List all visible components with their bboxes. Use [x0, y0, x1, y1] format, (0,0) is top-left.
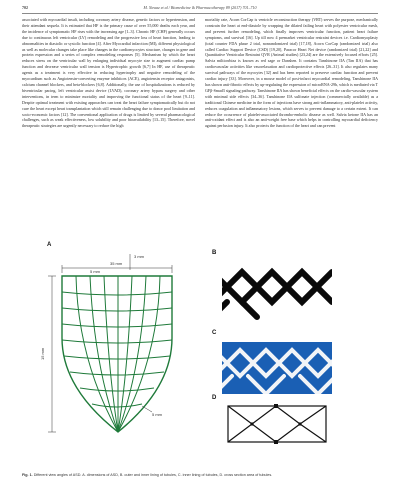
dim-bottom: 5 mm — [152, 412, 162, 417]
body-text-right-column: mortality rate, Acorn CorCap is ventricle reconstruction therapy (VRT) serves the purpose, mechanically constrain the heart at end-diastole by wrapping the dilated failing heart with polyester ventricular mesh, and prevent further remodeling, which finally improves ventricular function, patient heart failure symptoms, and survival [16]. Up till now 4 premarket ventricular restraint devices i.e. Cardiomyoplasty (total counter FDA phase 2 trial, nonrandomized trial) [17,18], Acorn CorCap (randomized trial) also called Cardiac Support Device (CSD) [19,20], Paracor Heart Net device (randomized trial) [21,22] and Quantitative Ventricular Restraint QVR (Animal studies) [23,24] are the extensively focused efforts [25]. Salvia miltiorrhiza is known as red sage or Danshen. It contains Tanshinone IIA (Tan IIA) that has cardiovascular activities like vasorelaxation and cardioprotective effects [26–31]. It also regulates many survival pathways of the myocytes [32] and has been reported to preserve cardiac function and prevent cardiac injury [33]. Moreover, in a mouse model of post-infarct myocardial remodeling, Tanshinone IIA has shown anti-fibrotic effects by up-regulating the expression of microRNA-29b, which is mediated via T GFβ-Smad3 signaling pathway. Tanshinone IIA has shown beneficial effects on the cardio-vascular system with minimal side effects [34–36]. Tanshinone IIA sulfonate injection (commercially available) as a traditional Chinese medicine in the form of injections have strong anti-inflammatory, anti-platelet activity, reduces coagulation and inflammatory lesions, which serves to prevent damage to a certain extent. It can reduce the occurrence of platelet-associated thrombo-embolic disease as well. Salvia ketone IIA has an anti-oxidant effect and is also an anti-weight free base which helps in controlling myocardial deficiency against perfusion injury. It also protects the function of the heart and can prevent — [205, 17, 378, 129]
dim-side-height: 15 mm — [40, 347, 45, 360]
body-text-left-column: associated with myocardial insult, including coronary artery disease, genetic factors or hypertension, and their attendant sequela. It is estimated that HF is the primary cause of over 55,000 deaths each year, and the incidence of symptomatic HF rises with the increasing age [1–3]. Chronic HF (CHF) generally occurs due to continuous left ventricular (LV) remodeling and the progressive loss of heart function, leading to abnormalities in diastolic or systolic function [4]. After Myocardial infarction (MI), different physiological as well as molecular changes take place like changes in the cardiomyocytes structure, changes in gene and protein expression and a series of complex remodeling responses [5]. Mechanism by which the heart reduces stress on the ventricular wall by enlarging individual myocyte size to augment cardiac pump function and decrease ventricular wall tension is Hypertrophic growth [6,7] In HF, use of therapeutic agents as a treatment is very effective in reducing hypertrophy and negative remodeling of the myocardium such as Angiotensin-converting enzyme inhibitors (ACE), angiotensin receptor antagonists, calcium channel blockers, and beta-blockers [6,8]. Additionally, the use of hospitalizations is reduced by biventricular pacing, left ventricular assist device (LVAD), coronary artery bypass surgery and other interventions, in term to minimize mortality and improving the functional status of the heart [9–11]. Despite optimal treatment with existing approaches can treat the heart failure symptomatically but do not cure the heart except heart transplantation which still remain challenging due to donor pool limitation and socio-economic factors [12]. The conventional application of drugs is limited by several pharmacological challenges, such as weak effectiveness, low solubility and poor bioavailability [13–15]. Therefore, novel therapeutic strategies are urgently necessary to reduce the high — [22, 17, 195, 129]
header-rule — [22, 13, 378, 14]
journal-reference: M. Nawaz et al / Biomedicine & Pharmacotherapy 89 (2017) 701–710 — [143, 5, 257, 10]
page-number: 702 — [22, 5, 28, 10]
panel-label-d: D — [212, 395, 217, 401]
caption-label: Fig. 1. — [22, 473, 33, 477]
dim-inner-spacing: 5 mm — [90, 269, 100, 274]
mesh-grid — [62, 276, 172, 432]
page-header — [22, 3, 378, 13]
dim-tip-gap: 3 mm — [134, 254, 144, 259]
panel-a-mesh-diagram — [22, 240, 202, 445]
panel-d-cross-section — [222, 400, 332, 448]
figure-caption — [22, 473, 378, 477]
caption-text: Different view angles of ASD. A. dimensions of ASD, B. outer and inner lining of tubules, C. inner lining of tubules, D. cross section area of tubules. — [33, 473, 273, 477]
panel-label-a: A — [47, 242, 52, 248]
mesh-outline — [62, 276, 172, 432]
panel-b-tubule-lattice — [222, 262, 332, 322]
panel-label-b: B — [212, 250, 217, 256]
panel-label-c: C — [212, 330, 217, 336]
panel-c-inner-lining — [222, 342, 332, 394]
dim-top-width: 35 mm — [110, 261, 123, 266]
figure-1 — [22, 240, 378, 448]
